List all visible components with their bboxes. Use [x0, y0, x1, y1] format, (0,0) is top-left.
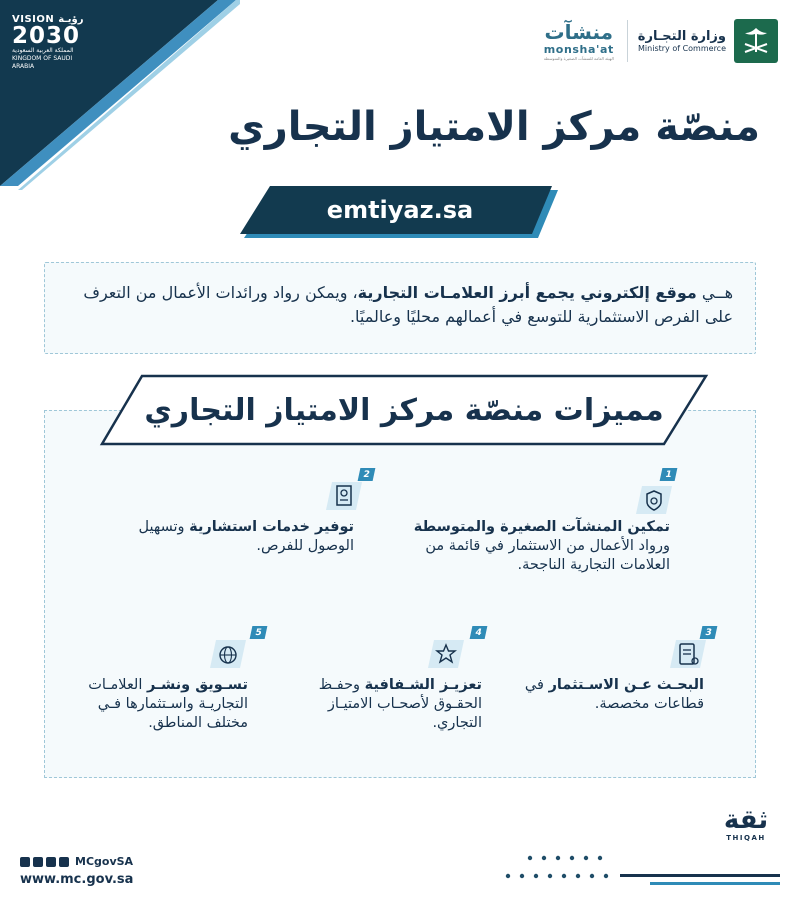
partner-logos	[541, 18, 778, 64]
feature-text	[292, 676, 482, 733]
features-title: مميزات منصّة مركز الامتياز التجاري	[144, 392, 664, 428]
feature-text	[60, 676, 248, 733]
vision-2030-logo	[12, 14, 92, 71]
features-header	[98, 372, 710, 448]
vision-subtitle-ar: المملكة العربية السعودية	[12, 47, 74, 54]
feature-bold: تعزيـز الشـفافية	[364, 677, 482, 693]
palm-swords-emblem-icon	[734, 19, 778, 63]
thiqah-name-ar: ثقة	[723, 805, 769, 835]
target-shield-icon	[634, 482, 674, 518]
facebook-icon[interactable]	[33, 857, 43, 867]
clipboard-search-icon	[668, 636, 708, 672]
feature-text	[500, 676, 704, 714]
feature-bold: توفير خدمات استشارية	[189, 519, 354, 535]
feature-rest: وتسهيل الوصول للفرص.	[138, 519, 354, 554]
feature-bold: تمكين المنشآت الصغيرة والمتوسطة	[413, 519, 670, 535]
ministry-name-en: Ministry of Commerce	[638, 44, 726, 53]
intro-rest: ، ويمكن رواد ورائدات الأعمال من التعرف على الفرص الاستثمارية للتوسع في أعمالهم محليًا وعالميًا.	[83, 283, 733, 326]
decorative-dots	[500, 850, 790, 890]
feature-number-badge: 2	[358, 468, 376, 481]
monshaat-name-en: monsha'at	[543, 43, 614, 56]
monshaat-logo	[541, 21, 617, 61]
vision-label: VISION رؤيـة	[12, 14, 84, 25]
instagram-icon[interactable]	[46, 857, 56, 867]
intro-box	[44, 262, 756, 354]
intro-text	[73, 281, 733, 329]
intro-bold: موقع إلكتروني يجمع أبرز العلامـات التجارية	[357, 283, 697, 302]
url-banner[interactable]	[240, 186, 560, 242]
feature-rest: العلامـات التجاريـة واسـتثمارها فـي مختلف المناطق.	[88, 677, 248, 731]
vision-year: 2030	[12, 23, 81, 49]
star-badge-icon	[426, 636, 466, 672]
ministry-logo-text	[638, 29, 726, 53]
feature-1	[400, 468, 690, 588]
twitter-icon[interactable]	[20, 857, 30, 867]
feature-rest: في قطاعات مخصصة.	[524, 677, 704, 712]
thiqah-logo	[716, 806, 776, 842]
feature-3	[500, 626, 730, 736]
certificate-icon	[324, 478, 364, 514]
globe-location-icon	[208, 636, 248, 672]
monshaat-tagline: الهيئة العامة للمنشآت الصغيرة والمتوسطة	[543, 56, 614, 61]
thiqah-name-en: THIQAH	[726, 834, 766, 842]
social-links	[20, 855, 133, 868]
feature-number-badge: 3	[700, 626, 718, 639]
feature-number-badge: 1	[660, 468, 678, 481]
feature-number-badge: 5	[250, 626, 268, 639]
page-title: منصّة مركز الامتياز التجاري	[228, 104, 760, 150]
feature-text	[120, 518, 354, 556]
feature-text	[400, 518, 670, 575]
feature-5	[60, 626, 270, 746]
website-link[interactable]: www.mc.gov.sa	[20, 872, 134, 887]
feature-rest: وحفـظ الحقـوق لأصحـاب الامتيـاز التجاري.	[318, 677, 482, 731]
website-url[interactable]: emtiyaz.sa	[326, 196, 474, 224]
feature-2	[120, 468, 380, 588]
corner-decoration	[0, 0, 240, 200]
social-handle[interactable]: MCgovSA	[75, 855, 134, 868]
monshaat-name-ar: منشآت	[544, 20, 614, 44]
logo-divider	[627, 20, 628, 62]
vision-subtitle-en: KINGDOM OF SAUDI ARABIA	[12, 55, 73, 70]
ministry-name-ar: وزارة التجـارة	[637, 29, 726, 44]
feature-4	[290, 626, 490, 746]
intro-prefix: هــي	[696, 283, 733, 302]
feature-bold: البحـث عـن الاسـتثمار	[548, 677, 704, 693]
feature-number-badge: 4	[470, 626, 488, 639]
youtube-icon[interactable]	[59, 857, 69, 867]
feature-rest: ورواد الأعمال من الاستثمار في قائمة من العلامات التجارية الناجحة.	[425, 538, 670, 573]
feature-bold: تسـويق ونشـر	[147, 677, 248, 693]
